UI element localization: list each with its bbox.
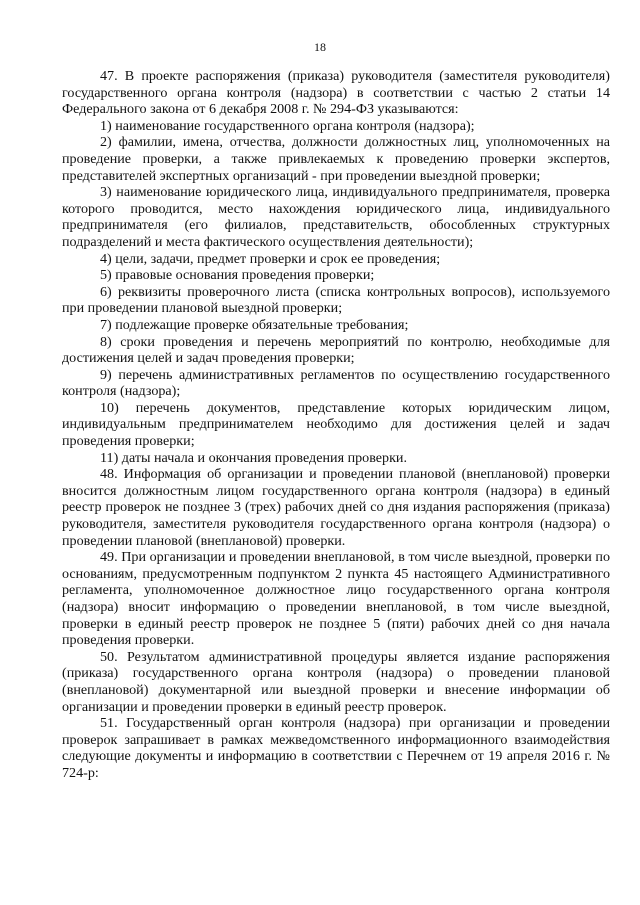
- list-item-5: 5) правовые основания проведения проверки;: [100, 267, 375, 284]
- list-item-8: 8) сроки проведения и перечень мероприятий по контролю, необходимые для достижения целей и задач проведения проверки;: [62, 333, 610, 367]
- paragraph-50: 50. Результатом административной процедуры является издание распоряжения (приказа) государственного органа контроля (надзора) о проведении плановой (внеплановой) документарной или выездной проверки и внесение информации об организации и проведении проверки в единый реестр проверок.: [62, 648, 610, 715]
- list-item-4: 4) цели, задачи, предмет проверки и срок ее проведения;: [100, 250, 441, 267]
- paragraph-47: 47. В проекте распоряжения (приказа) руководителя (заместителя руководителя) государственного органа контроля (надзора) в соответствии с частью 2 статьи 14 Федерального закона от 6 декабря 2008 г. № 294-ФЗ указываются:: [62, 68, 610, 118]
- list-item-9: 9) перечень административных регламентов по осуществлению государственного контроля (надзора);: [62, 366, 610, 400]
- list-item-6: 6) реквизиты проверочного листа (списка контрольных вопросов), используемого при проведении плановой выездной проверки;: [62, 283, 610, 317]
- document-body: [62, 68, 610, 782]
- page-number: 18: [314, 40, 326, 54]
- list-item-11: 11) даты начала и окончания проведения проверки.: [100, 449, 407, 466]
- list-item-3: 3) наименование юридического лица, индивидуального предпринимателя, проверка которого проводится, место нахождения юридического лица, индивидуального предпринимателя (его филиалов, представительств, обособленных структурных подразделений и места фактического осуществления деятельности);: [62, 184, 610, 250]
- paragraph-49: 49. При организации и проведении внеплановой, в том числе выездной, проверки по основаниям, предусмотренным подпунктом 2 пункта 45 настоящего Административного регламента, уполномоченное должностное лицо государственного органа контроля (надзора) вносит информацию о проведении внеплановой, в том числе выездной, проверки в единый реестр проверок не позднее 5 (пяти) рабочих дней со дня начала проведения проверки.: [62, 549, 610, 649]
- list-item-1: 1) наименование государственного органа контроля (надзора);: [100, 117, 475, 134]
- paragraph-51: 51. Государственный орган контроля (надзора) при организации и проведении проверок запрашивает в рамках межведомственного информационного взаимодействия следующие документы и информацию в соответствии с Перечнем от 19 апреля 2016 г. № 724-р:: [62, 715, 610, 781]
- paragraph-48: 48. Информация об организации и проведении плановой (внеплановой) проверки вносится должностным лицом государственного органа контроля (надзора) в единый реестр проверок не позднее 3 (трех) рабочих дней со дня издания распоряжения (приказа) руководителя, заместителя руководителя государственного органа контроля (надзора) о проведении плановой (внеплановой) проверки.: [62, 466, 610, 549]
- list-item-10: 10) перечень документов, представление которых юридическим лицом, индивидуальным предпринимателем необходимо для достижения целей и задач проведения проверки;: [62, 399, 610, 450]
- list-item-7: 7) подлежащие проверке обязательные требования;: [100, 316, 409, 333]
- list-item-2: 2) фамилии, имена, отчества, должности должностных лиц, уполномоченных на проведение проверки, а также привлекаемых к проведению проверки экспертов, представителей экспертных организаций - при проведении выездной проверки;: [62, 134, 610, 184]
